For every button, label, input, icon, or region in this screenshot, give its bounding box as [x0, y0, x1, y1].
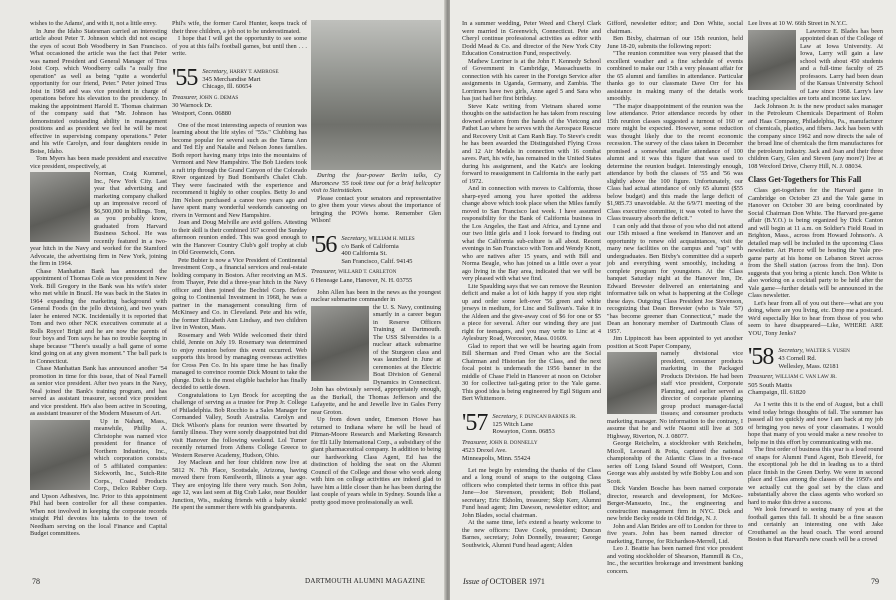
address-line: Rowayton, Conn. 06853	[492, 428, 555, 436]
secretary-line	[341, 235, 414, 243]
portrait-photo	[748, 30, 796, 90]
paragraph: Joan and Doug Melville are avid golfers. Attesting to their skill is their combined 167 scored the Sunday afternoon reunion ended. This was good enough to win the Hanover Country Club's golf trophy at club in Old Greenwich, Conn.	[172, 219, 307, 257]
paragraph: "The major disappointment of the reunion was the low attendance. Prior attendance records by other 15th reunion classes suggested a turnout of 160 or more might be expected. However, some reduction was thought likely due to the recent economic recession. The survey of the class taken in December promised a somewhat smaller attendance of 100 alumni and it was this figure that was used to determine the reunion budget. Interestingly enough, attendance by both the classes of '55 and '56 was slightly above the 100 figure. Unfortunately, our Class had actual attendance of only 65 alumni ($55 below budget) and this made the large deficit of $1,985.73 unavoidable. At the 6/9/71 meeting of the Class executive committee, it was voted to have the Class treasury absorb the deficit."	[607, 102, 743, 222]
right-column-3	[748, 20, 883, 544]
paragraph: We look forward to seeing many of you at the football games this fall. It should be a fine season and certainly an interesting one with Jake Crouthamel as the head coach. The word around Boston is that Harvard's new coach will be a crowd	[748, 506, 883, 544]
treasurer-line	[748, 373, 883, 381]
issue-label: Issue of	[463, 577, 488, 586]
paragraph: Class get-togethers for the Harvard game in Cambridge on October 23 and the Yale game in Hanover on October 30 are being coordinated by Social Chairman Don White. The Harvard pre-game affair (B.Y.O.) is being organized by Dick Canton and will begin at 11 a.m. on Soldier's Field Road in Brighton, Mass., across from Howard Johnson's. A detailed map will be included in the upcoming Class newsletter. Art Pierce will be hosting the Yale pre-game party at his home on Lebanon Street across from the Shell station (across from the Inn). Don suggests that you bring a picnic lunch. Don White is also working on a cocktail party to be held after the Yale game—further details will be announced in the Class newsletter.	[748, 187, 883, 299]
secretary-line	[492, 413, 576, 421]
address-line: Wellesley, Mass. 02181	[778, 362, 839, 370]
class-year: '58	[748, 344, 774, 370]
secretary-line	[778, 347, 850, 355]
paragraph: Gifford, newsletter editor; and Don White, social chairman.	[607, 20, 743, 35]
issue-date: OCTOBER 1971	[489, 577, 545, 586]
paragraph: Leo J. Beattie has been named first vice president and voting stockholder of Shearson, Hammill & Co., Inc., the securities brokerage and investment banking concern.	[607, 545, 743, 575]
treasurer-label: Treasurer,	[748, 373, 774, 381]
secretary-label: Secretary,	[778, 347, 804, 354]
paragraph: Rosemary and Web Wilde welcomed their third child, Jennie on July 19. Rosemary was determined to enjoy reunion before this event occurred. Web supports this brood by managing overseas activities for Cross Pen Co. In his spare time he has finally managed to convince roomie Dick Mount to take the plunge. Dick is the most eligible bachelor has finally decided to settle down.	[172, 331, 307, 392]
address-line: 505 South Mattis	[748, 381, 793, 389]
secretary-name: F. DUNCAN BARNES JR.	[519, 413, 577, 420]
paragraph: namely divisional vice president, consumer products marketing in the Packaged Products Division. He had been staff vice president, Corporate Planning, and earlier served as director of corporate planning group product manager-facial tissues; and consumer products marketing manager. No information to the contrary, I assume that he and wife Naomi still live at 309 Highway, Riverton, N. J. 08077.	[607, 350, 743, 440]
paragraph: Dick Vanden Bosche has been named corporate director, research and development, for McKee-Berger-Mansueto, Inc., the engineering and construction management firm in NYC. Dick and new bride Becky reside in Old Bridge, N. J.	[607, 485, 743, 522]
left-column-3	[311, 20, 441, 506]
treasurer-name: JOHN B. DONNELLY	[489, 439, 538, 446]
paragraph: the U. S. Navy, continuing smartly in a career begun in Reserve Officers Training at Dartmouth. The USS Silversides is a nuclear attack submarine of the Sturgeon class and was launched in June at ceremonies at the Electric Boat Division of General Dynamics in Connecticut. John has obviously served, appropriately enough, as the Burkall, the Thomas Jefferson and the Lafayette, and he and Jewelle live in Gales Ferry near Groton.	[311, 303, 441, 416]
paragraph: Tom Myers has been made president and executive vice president, respectively, at	[30, 155, 167, 170]
treasurer-line	[311, 268, 441, 276]
treasurer-label: Treasurer,	[172, 93, 198, 101]
address-line: San Francisco, Calif. 94145	[341, 257, 413, 265]
address-line: 345 Merchandise Mart	[202, 75, 261, 83]
treasurer-line	[462, 439, 601, 447]
paragraph: Mathew Lorriner is at the John F. Kennedy School of Government in Cambridge, Massachusetts in connection with his career in the Foreign Service after assignments in Uganda, Germany, and Zambia. The Lorrimers have two girls, Anne aged 5 and Sara who has just had her first birthday.	[462, 57, 601, 102]
secretary-name: WILLIAM H. MILES	[368, 235, 415, 242]
paragraph: At the same time, let's extend a hearty welcome to the new officers: Dave Cook, president; Duncan Barnes, secretary; John Donnelly, treasurer; George Southwick, Alumni Fund head agent; Alden	[462, 519, 601, 549]
left-page	[0, 0, 446, 600]
paragraph: Norman, Craig Kummel, Inc., New York City. Last year that advertising and marketing company chalked up an impressive record of $6,500,000 in billings. Tom, as you probably know, graduated from Harvard Business School. He was recently featured in a two-year hitch in the Navy and worked for the Stamford Advocate, the advertising firm in New York, joining the firm in 1964.	[30, 170, 167, 267]
paragraph: Lite Spaulding says that we can remove the Reunion deficit and make a lot of kids happy if you step right up and order some left-over '56 green and white jerseys in medium, for Linc and Sullivan's. Take it in the Aldeen and the give-away cost of $6 for one or $5 a piece for several. After our winding they are just right for teenagers, and you may write to Linc at 4 Aylesbury Road, Worcester, Mass. 01609.	[462, 282, 601, 342]
treasurer-label: Treasurer,	[462, 438, 488, 446]
secretary-address	[341, 234, 414, 266]
paragraph: I can only add that those of you who did not attend our 15th missed a fine weekend in Hanover and an opportunity to renew old acquaintances, visit the many new facilities on the campus and "rap" with undergraduates. Ben Bixby's committee did a superb job and everything went smoothly, including a complete program for youngsters. At the Class banquet Saturday night at the Hanover Inn, Dr. Edward Brewster delivered an entertaining and informative talk on what is happening at the College these days. Outgoing Class President Joe Stevenson, recognizing that Dean Brewster (who is Yale '57) "has become greener than Connecticut," made the Dean an honorary member of Dartmouth Class of 1957.	[607, 222, 743, 335]
treasurer-name: WILLARD T. CARLETON	[338, 269, 397, 276]
left-column-1	[30, 20, 167, 538]
paragraph: Lee lives at 10 W. 66th Street in N.Y.C.	[748, 20, 848, 27]
paragraph: I hope that I will get the opportunity to see some of you at this fall's football games, but until then . . . write.	[172, 35, 307, 57]
paragraph: In a summer wedding, Peter Weed and Cheryl Clark were married in Greenwich, Connecticut. Pete and Cheryl continue professional activities as editor with Dodd Mead & Co. and director of the New York City Education Construction Fund, respectively.	[462, 20, 601, 57]
paragraph: One of the most interesting aspects of reunion was learning about the life styles of "55s." Clubbing has become popular for several such as the Tama Ann and Ted Ely and Natalie and Nelson Jones families. Both report having many trips into the mountains of Vermont and New Hampshire. The Bob Lieders took a raft trip through the Grand Canyon of the Colorado River organized by Bud Bombard's Chalet Club. They were fascinated with the experience and recommend it highly to other couples. Betty Jo and Jim Nelson purchased a canoe two years ago and have spent many wonderful weekends canoeing on rivers in Vermont and New Hampshire.	[172, 121, 307, 219]
secretary-label: Secretary,	[492, 412, 518, 420]
paragraph: Let's hear from all of you out there—what are you doing, where are you living, etc. Drop me a postcard. We'd especially like to hear from those of you who seem to have disappeared—Like, WHERE ARE YOU, Tony Jenks?	[748, 299, 883, 337]
paragraph: The first order of business this year is a loud round of snaps for Alumni Fund Agent, Bob Elevefd, for the exceptional job he did in leading us to a third place finish in the Green Derby. We were in second place and Class among the classes of the 1950's and we actually cut the goal set by the class and substantially above the class agents who worked so hard to make this drive a success.	[748, 446, 883, 506]
secretary-address	[492, 412, 576, 436]
paragraph: Steve Katz writing from Vietnam shared some thoughts on the satisfaction he has taken from rescuing downed aviators from the hands of the Vietcong and Pathet Lao where he serves with the Aerospace Rescue and Recovery Unit at Cam Ranh Bay. To Steve's credit he has been awarded the Distinguished Flying Cross and 12 Air Medals in connection with 16 combat saves. Part, his wife, has remained in the United States during his assignment, and the Katz's are looking forward to reassignment in California in the early part of 1972.	[462, 102, 601, 185]
paragraph: Chase Manhattan Bank has announced the appointment of Thomas Cole as vice president in New York. Bill Gregory in the Bank was his wife's sister who met while in Brazil. He was back in the States in 1964 expanding the marketing background with General Foods (in the jello division), and two years later he entered NCK. Incidentally it is reported that Tom and two other NCK executives commute at a Rolls Royce! Brigit and he are now the parents of four boys and Tom says he has no trouble keeping in shape because "There's usually a ball game of some kind going on at any given moment." The ball park is in Connecticut.	[30, 267, 167, 365]
helicopter-photo	[311, 20, 441, 170]
address-line: 400 California St.	[341, 250, 387, 258]
paragraph: Joy Maclean and her four children now live at 5812 N. 7th Place, Scottsdale, Arizona, having moved there from Kenilworth, Illinois a year ago. They are enjoying life there very much. Son John, age 12, was last seen at Big Crab Lake, near Boulder Junction, Wis., making friends with a baby skunk! He spent the summer there with his grandparents.	[172, 459, 307, 512]
photo-caption: During the four-power Berlin talks, Cy Muromcew '55 took time out for a brief helicopter visit to Steinstücken.	[311, 172, 441, 194]
portrait-photo	[311, 306, 369, 381]
paragraph: In June the Idaho Statesman carried an interesting article about Peter T. Johnson which did not escape the eyes of scout Bob Woodberry in San Francisco. What occasioned the article was the fact that Peter was named President and General Manager of Trus Joist Corp. which Woodberry calls "a really fine operation" as well as being "quite a wonderful opportunity for our friend, Peter." Peter joined Trus Joist in 1968 and was vice president in charge of operations before his elevation to the presidency. In making the appointment Harold E. Thomas chairman of the company said that "Mr. Johnson has demonstrated outstanding ability in management positions and as president we feel he will be most effective in supervising company operations." Peter and his wife Carolyn, and four daughters reside in Boise, Idaho.	[30, 27, 167, 155]
treasurer-block	[462, 439, 601, 462]
paragraph: Chase Manhattan Bank has announced another '54 promotion in time for this issue, that of Neal Farnell as senior vice president. After two years in the Navy, Neal joined the Bank's training program, and has served as assistant treasurer, second vice president and vice president. He's also been active in Scouting, as assistant treasurer of the Modern Museum of Art.	[30, 365, 167, 417]
class-header	[311, 231, 441, 266]
portrait-photo	[30, 420, 90, 490]
paragraph: Glad to report that we will be hearing again from Bill Sherman and Fred Oman who are the Social Chairman and Historian for the Class, and the next focal point is underneath the 1956 banner in the middle of Chase Field in Hanover at noon on October 30 for collective tail-gating prior to the Yale game. This good idea is being engineered by Egil Stigum and Bert Whittemore.	[462, 342, 601, 402]
address-line: Chicago, Ill. 60654	[202, 83, 252, 91]
secretary-address	[202, 67, 278, 91]
paragraph: John Allen has been in the news as the youngest nuclear submarine commander in	[311, 288, 441, 304]
page-number-left: 78	[32, 577, 40, 586]
class-header	[462, 409, 601, 436]
treasurer-name: JOHN G. DEMAS	[199, 94, 239, 101]
address-line: Minneapolis, Minn. 55424	[462, 454, 531, 462]
paragraph: Up in Nahant, Mass., meanwhile, Phillip A. Christophe was named vice president for finance of Northern Industries, Inc., which corporation consists of 5 affiliated companies: Sickworth, Inc., Sutch-Rite Corps., Coated Products Corp., Delco Rubber Corp. and Upson Adhesives, Inc. Prior to this appointment Phil had been controller for all these companies. When not involved in keeping the corporate records straight Phil devotes his talents to the town of Needham serving on the local Finance and Capital Budget committees.	[30, 417, 167, 537]
section-heading: Class Get-Togethers for This Fall	[748, 175, 862, 184]
secretary-label: Secretary,	[341, 234, 367, 242]
class-header	[748, 346, 883, 370]
paragraph: Jim Lippincott has been appointed to yet another position at Scott Paper Company,	[607, 335, 743, 350]
treasurer-block	[172, 94, 307, 117]
secretary-line	[202, 68, 278, 76]
class-year: '56	[311, 231, 337, 258]
page-number-right: 79	[871, 577, 879, 586]
address-line: 125 Witch Lane	[492, 420, 534, 428]
address-line: Champaign, Ill. 61820	[748, 389, 806, 397]
paragraph: Let me begin by extending the thanks of the Class and a long round of snaps to the outgoing Class officers who completed their terms in office this past June—Joe Stevenson, president; Bob Holland, secretary; Eric Ekholm, treasurer; Skip Kerr, Alumni Fund head agent; Jim Dawson, newsletter editor; and John Blades, social chairman.	[462, 466, 601, 519]
secretary-name: WALTER S. YUSEN	[805, 348, 850, 354]
class-year: '57	[462, 409, 488, 436]
paragraph: Please contact your senators and representative to give them your views about the importance of bringing the POWs home. Remember Glen Wilson!	[311, 194, 441, 224]
portrait-photo	[30, 172, 90, 242]
treasurer-line	[172, 94, 307, 102]
paragraph: As I write this it is the end of August, but a chill wind today brings thoughts of fall. The summer has passed all too quickly and now I am back at my job of bringing you news of your classmates. I would hope that many of you would make a new resolve to help me in this effort by communicating with me.	[748, 401, 883, 446]
paragraph: Up from down under, Emerson Howe has returned to Indiana where he will be head of Pitman-Moore Research and Marketing Research for Eli Lilly International Corp., a subsidiary of the giant pharmaceutical company. In addition to being our hardworking Class Agent, Ed has the distinction of holding the seat on the Alumni Council of the College and those who work along with him on college activities are indeed glad to have him a little closer than he has been during the last couple of years while in Sydney. Sounds like a pretty good move professionally as well.	[311, 416, 441, 506]
treasurer-block	[311, 268, 441, 284]
treasurer-label: Treasurer,	[311, 268, 337, 276]
paragraph: George Reichelm, a stockbroker with Reichelm, Micoll, Leonard & Potta, captured the national championship of the Atlantic Class in a five-race series off Long Island Sound off Westport, Conn. George was ably assisted by wife Bobby Lou and son Scott.	[607, 440, 743, 485]
paragraph: wishes to the Adams', and with it, not a little envy.	[30, 20, 157, 27]
paragraph: "The reunion committee was very pleased that the excellent weather and a fine schedule of events combined to make our 15th a very pleasant affair for the 65 alumni and families in attendance. Particular thanks go to our classmate Dave Orr for his assistance in making many of the details work smoothly.	[607, 50, 743, 102]
address-line: 4523 Drexel Ave.	[462, 447, 507, 455]
secretary-label: Secretary,	[202, 67, 228, 75]
right-column-1	[462, 20, 601, 549]
treasurer-name: WILLIAM C. VAN LAW JR.	[775, 374, 837, 381]
paragraph: Jack Johnson Jr. is the new product sales manager in the Petroleum Chemicals Department of Rohm and Haas Company, Philadelphia, Pa., manufacturer of chemicals, plastics, and fibers. Jack has been with the company since 1962 and now directs the sale of the broad line of chemicals the firm manufactures for the petroleum industry. Jack and Joan and their three children Gary, Glen and Steven (any more?) live at 108 Wexford Drive, Cherry Hill, N. J. 08034.	[748, 102, 883, 170]
paragraph: John and Alan Brides are off to London for three to five years. John has been named director of marketing, Europe, for Richardson-Merrell, Ltd.	[607, 522, 743, 545]
paragraph: Congratulations to Lyn Brock for accepting the challenge of serving as a trustee for Prep Jr. College of Philadelphia. Bob Rocchio is a Sales Manager for Cormanded Valley, South Australia. Carolyn and Dick Wilson's plans for reunion were thwarted by family illness. They were sorely disappointed but did visit Hanover the following weekend. Lol Turner recently returned from Athens College Greece to Western Reserve Academy, Hudson, Ohio.	[172, 391, 307, 459]
right-column-2	[607, 20, 743, 575]
right-page	[450, 0, 896, 600]
address-line: 43 Cornell Rd.	[778, 355, 817, 363]
portrait-photo	[607, 352, 657, 414]
paragraph: Ben Bixby, chairman of our 15th reunion, held June 18-20, submits the following report:	[607, 35, 743, 50]
issue-line	[463, 577, 545, 586]
address-line: 30 Warnock Dr.	[172, 102, 213, 110]
secretary-address	[778, 346, 850, 370]
treasurer-block	[748, 373, 883, 396]
paragraph: And in connection with moves to California, those sharp-eyed among you have spotted the address change above which took place when the Miles family moved to San Francisco last week. I have assumed responsibility for the Bank of California business in the Los Angeles, the East and Africa, and Lynne and our two little girls and I look forward to finding out what the California sub-culture is all about. Recent evenings in San Francisco with Tom and Wendy Knott, who are natives after 15 years, and with Bill and Norma Beagle, who has joined us a little over a year ago living in the Bay area, indicated that we will be very pleased with what we find.	[462, 185, 601, 282]
paragraph: Lawrence E. Blades has been appointed dean of the College of Law at Iowa University. At Iowa, Larry will gain a law school with about 450 students and a full-time faculty of 25 professors. Larry had been dean of the Kansas University School of Law since 1968. Larry's law teaching specialties are torts and income tax law.	[748, 27, 883, 102]
secretary-name: HARRY T. AMBROSE	[229, 68, 279, 75]
address-line: c/o Bank of California	[341, 242, 399, 250]
class-header	[172, 64, 307, 91]
paragraph: Pete Bubier is now a Vice President of Continental Investment Corp., a financial services and real-estate holding company in Boston. After receiving an M.S. from Thayer, Pete did a three-year hitch in the Navy officer and then joined the Bechtel Corp. Before going to Continental Investment in 1968, he was a partner in the management consulting firm of McKinsey and Co. in Cleveland. Pete and his wife, the former Elizabeth Ann Lindsay, and two children live in Weston, Mass.	[172, 256, 307, 332]
paragraph: Phil's wife, the former Carol Hunter, keeps track of their three children, a job not to be underestimated.	[172, 20, 307, 35]
running-foot: DARTMOUTH ALUMNI MAGAZINE	[305, 577, 426, 585]
class-year: '55	[172, 64, 198, 91]
address-line: Westport, Conn. 06880	[172, 109, 232, 117]
address-line: 6 Heneage Lane, Hanover, N. H. 03755	[311, 276, 413, 284]
left-column-2	[172, 20, 307, 512]
